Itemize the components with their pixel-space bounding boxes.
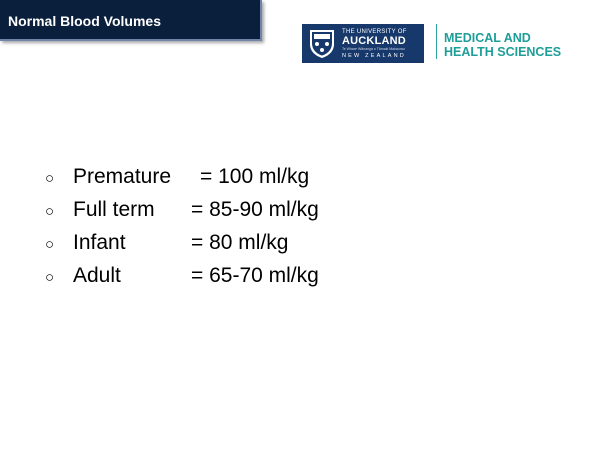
university-line-2: AUCKLAND xyxy=(342,35,406,47)
item-label: Adult xyxy=(73,264,121,287)
faculty-name xyxy=(444,31,561,59)
item-label: Premature xyxy=(73,165,172,188)
item-value: = 80 ml/kg xyxy=(191,231,289,254)
slide-title: Normal Blood Volumes xyxy=(8,13,161,29)
item-value: = 100 ml/kg xyxy=(200,165,310,188)
university-line-4: NEW ZEALAND xyxy=(342,53,406,59)
item-value: = 85-90 ml/kg xyxy=(191,198,319,221)
circle-bullet-icon: ○ xyxy=(45,269,55,286)
university-line-3: Te Whare Wānanga o Tāmaki Makaurau xyxy=(342,47,405,51)
faculty-line-2: HEALTH SCIENCES xyxy=(444,45,562,59)
university-line-1: THE UNIVERSITY OF xyxy=(342,29,407,35)
faculty-line-1: MEDICAL AND xyxy=(444,31,531,45)
circle-bullet-icon: ○ xyxy=(45,236,55,253)
item-label: Full term xyxy=(73,198,155,221)
circle-bullet-icon: ○ xyxy=(45,203,55,220)
crest-icon xyxy=(308,28,336,59)
title-bar xyxy=(0,0,262,41)
logo-divider xyxy=(436,24,437,59)
university-logo xyxy=(302,24,424,63)
item-label: Infant xyxy=(73,231,126,254)
circle-bullet-icon: ○ xyxy=(45,170,55,187)
item-value: = 65-70 ml/kg xyxy=(191,264,319,287)
